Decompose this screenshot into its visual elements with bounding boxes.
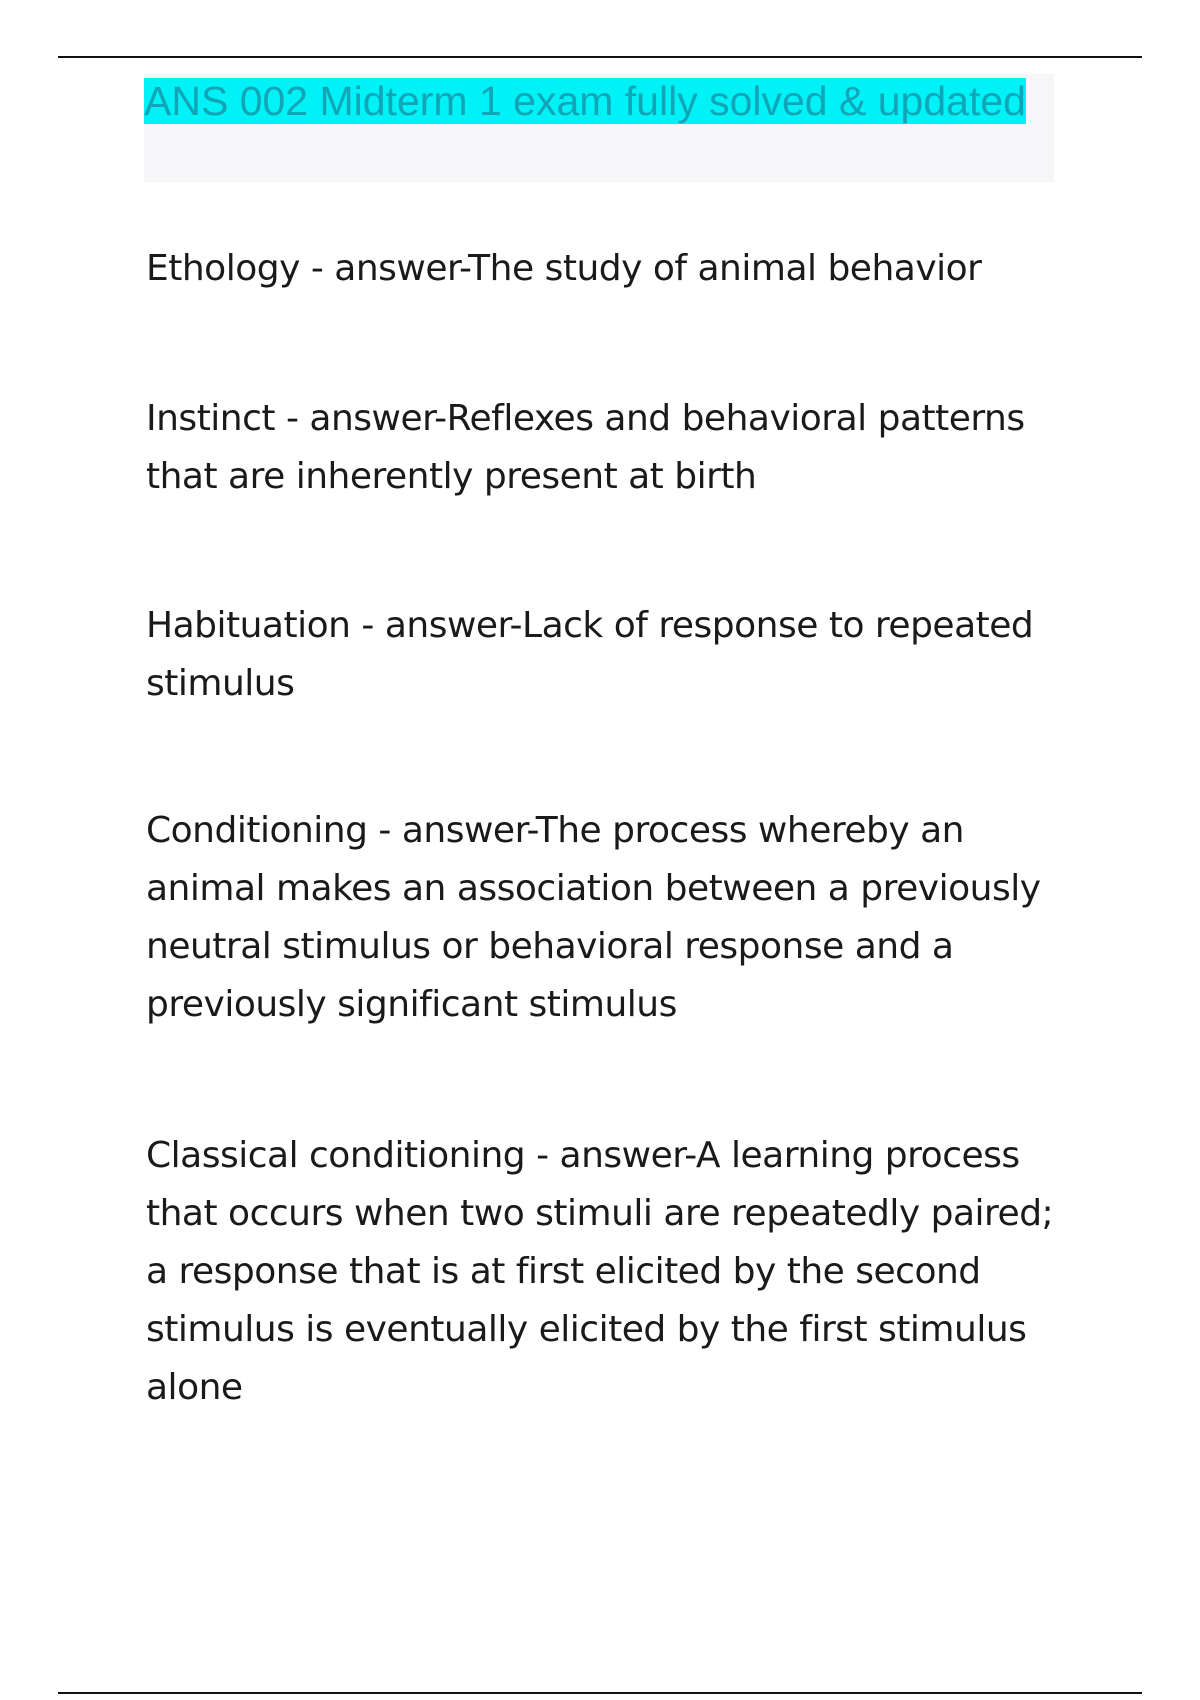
- title-block: [144, 74, 1054, 182]
- footer-rule: [58, 1692, 1142, 1694]
- qa-entry-habituation: Habituation - answer-Lack of response to repeated stimulus: [146, 605, 1034, 704]
- header-rule: [58, 56, 1142, 58]
- qa-entry-instinct: Instinct - answer-Reflexes and behavioral patterns that are inherently present at birth: [146, 398, 1025, 497]
- title-highlight: ANS 002 Midterm 1 exam fully solved & updated: [144, 78, 1026, 124]
- qa-entry-classical-conditioning: Classical conditioning - answer-A learning process that occurs when two stimuli are repeatedly paired; a response that is at first elicited by the second stimulus is eventually elicited by the first stimulus alone: [146, 1135, 1054, 1408]
- qa-entry-ethology: Ethology - answer-The study of animal behavior: [146, 248, 982, 289]
- document-title: [144, 74, 1054, 128]
- qa-entry-conditioning: Conditioning - answer-The process whereby an animal makes an association between a previously neutral stimulus or behavioral response and a previously significant stimulus: [146, 810, 1041, 1025]
